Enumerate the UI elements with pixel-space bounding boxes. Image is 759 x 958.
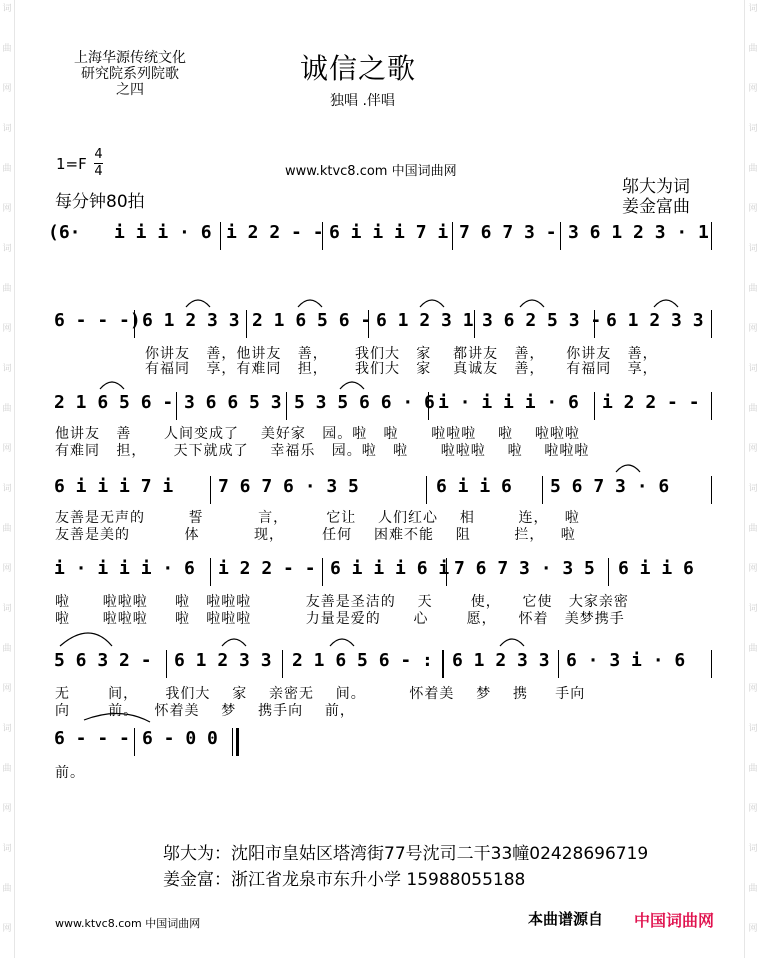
measure: 2 1 6 5 6 - xyxy=(252,310,372,331)
measure: 3 6 1 2 3 · 1 xyxy=(568,222,709,243)
org-line: 之四 xyxy=(116,82,144,98)
measure: 6 1 2 3 3 xyxy=(452,650,550,671)
measure: 6 - - -) xyxy=(54,310,141,331)
watermark-glyph: 网 xyxy=(2,204,12,214)
watermark-glyph: 曲 xyxy=(2,524,12,534)
measure: 5 3 5 6 6 · 6 xyxy=(294,392,435,413)
source-brand: 中国词曲网 xyxy=(634,911,715,930)
lyric-line: 有难同 担， 天下就成了 幸福乐 园。啦 啦 啦啦啦 啦 啦啦啦 xyxy=(55,443,590,459)
measure: i 2 2 - - xyxy=(226,222,324,243)
measure: 3 6 2 5 3 - xyxy=(482,310,602,331)
lyric-line: 友善是美的 体 现， 任何 困难不能 阻 拦， 啦 xyxy=(55,527,576,543)
watermark-glyph: 网 xyxy=(2,84,12,94)
contact-lyricist: 邬大为：沈阳市皇姑区塔湾街77号沈司二干33幢02428696719 xyxy=(163,844,649,864)
measure: 6 1 2 3 3 xyxy=(174,650,272,671)
footer-site-label: www.ktvc8.com 中国词曲网 xyxy=(55,917,201,930)
watermark-glyph: 网 xyxy=(748,324,758,334)
performance-type: 独唱 .伴唱 xyxy=(330,93,395,109)
watermark-glyph: 词 xyxy=(748,484,758,494)
watermark-glyph: 词 xyxy=(748,844,758,854)
watermark-glyph: 网 xyxy=(748,84,758,94)
measure: 6 i i i 7 i xyxy=(54,476,174,497)
measure: 6 i i 6 xyxy=(436,476,512,497)
watermark-glyph: 词 xyxy=(2,244,12,254)
measure: 2 1 6 5 6 - : xyxy=(292,650,433,671)
watermark-glyph: 曲 xyxy=(2,284,12,294)
watermark-glyph: 网 xyxy=(748,204,758,214)
watermark-glyph: 曲 xyxy=(748,764,758,774)
time-bottom: 4 xyxy=(94,164,103,179)
watermark-glyph: 网 xyxy=(2,444,12,454)
measure: 6 1 2 3 1 xyxy=(376,310,474,331)
watermark-glyph: 词 xyxy=(748,604,758,614)
watermark-glyph: 词 xyxy=(748,724,758,734)
watermark-glyph: 曲 xyxy=(2,44,12,54)
time-top: 4 xyxy=(94,147,103,162)
measure: 6 i i i 7 i xyxy=(329,222,449,243)
composer-credit: 姜金富曲 xyxy=(622,197,690,217)
watermark-glyph: 曲 xyxy=(2,644,12,654)
lyricist-credit: 邬大为词 xyxy=(622,177,690,197)
watermark-glyph: 词 xyxy=(2,484,12,494)
watermark-glyph: 曲 xyxy=(2,164,12,174)
watermark-glyph: 词 xyxy=(748,4,758,14)
measure: 6 · 3 i · 6 xyxy=(566,650,686,671)
measure: 6 i i i 6 i xyxy=(330,558,450,579)
source-label: 本曲谱源自 xyxy=(528,910,604,928)
contact-composer: 姜金富：浙江省龙泉市东升小学 15988055188 xyxy=(163,870,526,890)
watermark-glyph: 曲 xyxy=(748,884,758,894)
tempo-marking: 每分钟80拍 xyxy=(55,192,145,212)
lyric-line: 啦 啦啦啦 啦 啦啦啦 力量是爱的 心 愿， 怀着 美梦携手 xyxy=(55,611,625,627)
watermark-glyph: 网 xyxy=(2,924,12,934)
watermark-glyph: 网 xyxy=(748,804,758,814)
watermark-glyph: 词 xyxy=(2,364,12,374)
watermark-glyph: 词 xyxy=(2,724,12,734)
measure: 5 6 3 2 - xyxy=(54,650,152,671)
measure: i · i i i · 6 xyxy=(438,392,579,413)
measure: i i i · 6 xyxy=(114,222,212,243)
watermark-glyph: 词 xyxy=(748,244,758,254)
watermark-glyph: 网 xyxy=(2,684,12,694)
watermark-glyph: 曲 xyxy=(2,764,12,774)
watermark-glyph: 词 xyxy=(2,124,12,134)
lyric-line: 无 间， 我们大 家 亲密无 间。 怀着美 梦 携 手向 xyxy=(55,686,586,702)
watermark-glyph: 词 xyxy=(2,4,12,14)
measure: 6 - - - xyxy=(54,728,130,749)
measure: 2 1 6 5 6 - xyxy=(54,392,174,413)
watermark-glyph: 曲 xyxy=(748,404,758,414)
watermark-glyph: 网 xyxy=(748,924,758,934)
measure: 6 - 0 0 xyxy=(142,728,218,749)
watermark-glyph: 曲 xyxy=(748,164,758,174)
watermark-glyph: 词 xyxy=(2,604,12,614)
watermark-glyph: 曲 xyxy=(2,404,12,414)
site-header-label: www.ktvc8.com 中国词曲网 xyxy=(285,164,457,179)
watermark-glyph: 网 xyxy=(2,804,12,814)
watermark-glyph: 网 xyxy=(748,564,758,574)
watermark-glyph: 曲 xyxy=(748,644,758,654)
measure: 6 i i 6 xyxy=(618,558,694,579)
watermark-glyph: 网 xyxy=(2,324,12,334)
measure: 7 6 7 3 - xyxy=(459,222,557,243)
watermark-glyph: 词 xyxy=(748,364,758,374)
measure: 5 6 7 3 · 6 xyxy=(550,476,670,497)
watermark-glyph: 词 xyxy=(2,844,12,854)
watermark-glyph: 网 xyxy=(748,684,758,694)
measure: i · i i i · 6 xyxy=(54,558,195,579)
measure: 6 1 2 3 3 xyxy=(606,310,704,331)
lyric-line: 前。 xyxy=(55,765,85,781)
watermark-glyph: 网 xyxy=(748,444,758,454)
measure: i 2 2 - - xyxy=(602,392,700,413)
lyric-line: 向 前。 怀着美 梦 携手向 前， xyxy=(55,703,355,719)
watermark-glyph: 网 xyxy=(2,564,12,574)
watermark-glyph: 曲 xyxy=(748,44,758,54)
org-line: 研究院系列院歌 xyxy=(81,66,179,82)
lyric-line: 友善是无声的 誓 言， 它让 人们红心 相 连， 啦 xyxy=(55,510,580,526)
key-signature: 1=F xyxy=(56,155,87,173)
song-title: 诚信之歌 xyxy=(300,52,417,85)
watermark-glyph: 词 xyxy=(748,124,758,134)
lyric-line: 啦 啦啦啦 啦 啦啦啦 友善是圣洁的 天 使， 它使 大家亲密 xyxy=(55,594,629,610)
lyric-line: 你讲友 善，他讲友 善， 我们大 家 都讲友 善， 你讲友 善， xyxy=(145,346,658,362)
measure: 7 6 7 6 · 3 5 xyxy=(218,476,359,497)
watermark-glyph: 曲 xyxy=(748,524,758,534)
measure: i 2 2 - - xyxy=(218,558,316,579)
watermark-glyph: 曲 xyxy=(748,284,758,294)
measure: (6· xyxy=(48,222,81,243)
watermark-glyph: 曲 xyxy=(2,884,12,894)
org-line: 上海华源传统文化 xyxy=(74,50,186,66)
lyric-line: 他讲友 善 人间变成了 美好家 园。啦 啦 啦啦啦 啦 啦啦啦 xyxy=(55,426,580,442)
measure: 3 6 6 5 3 xyxy=(184,392,282,413)
measure: 7 6 7 3 · 3 5 xyxy=(454,558,595,579)
lyric-line: 有福同 享，有难同 担， 我们大 家 真诚友 善， 有福同 享， xyxy=(145,361,658,377)
measure: 6 1 2 3 3 xyxy=(142,310,240,331)
